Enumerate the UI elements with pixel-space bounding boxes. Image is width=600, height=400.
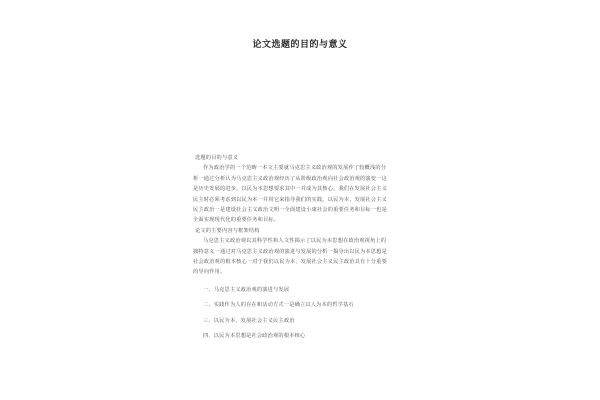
paragraph-line: 作为政治学的一个范畴一本文主要就马克思主义政治观的发展作了较概浅的分 xyxy=(203,165,387,172)
section-heading-purpose: 选题的目的与意义 xyxy=(195,155,239,161)
paragraph-line: 马克思主义政治观以其科学性和人文性揭示了以民为本思想在政治观视角上的 xyxy=(203,238,387,245)
document-body xyxy=(193,153,425,342)
paragraph-line: 民主政治一是建设社会主义政治文明一全面建设小康社会的重要任务和目标一也是 xyxy=(193,207,387,214)
paragraph-line: 独特意义一通过对马克思主义政治观的演进与发展的分析一揭导出以民为本思想是 xyxy=(193,248,387,255)
paragraph-line: 全面实现现代化的重要任务和目标。 xyxy=(193,217,280,224)
paragraph-line: 析一通过分析认为马克思主义政治观经历了从阶级政治观向社会政治观的演变一这 xyxy=(193,175,387,182)
section-heading-content: 论文的主要内容与框架结构 xyxy=(195,227,260,234)
paragraph-line: 社会政治观的根本核心一对于我们以民为本、发展社会主义民主政治具有十分重要 xyxy=(193,259,387,266)
document-title: 论文选题的目的与意义 xyxy=(252,40,348,50)
paragraph-line: 是历史发展的进步。以民为本思想要求其中一并成为其核心。我们在发展社会主义 xyxy=(193,186,387,193)
outline-item: 二、实践作为人的存在和活动方式一是确立以人为本的哲学基石 xyxy=(203,302,354,309)
paragraph-line: 民主时必须考虑到以民为本一并用它来指导我们的实践。以民为本、发展社会主义 xyxy=(193,196,387,203)
outline-item: 三、以民为本、发展社会主义民主政治 xyxy=(203,317,295,324)
outline-item: 一、马克思主义政治观的演进与发展 xyxy=(203,286,290,293)
paragraph-line: 的导向作用。 xyxy=(193,269,226,276)
spacer xyxy=(193,278,425,280)
outline-item: 四、以民为本思想是社会政治观的根本核心 xyxy=(203,333,306,340)
